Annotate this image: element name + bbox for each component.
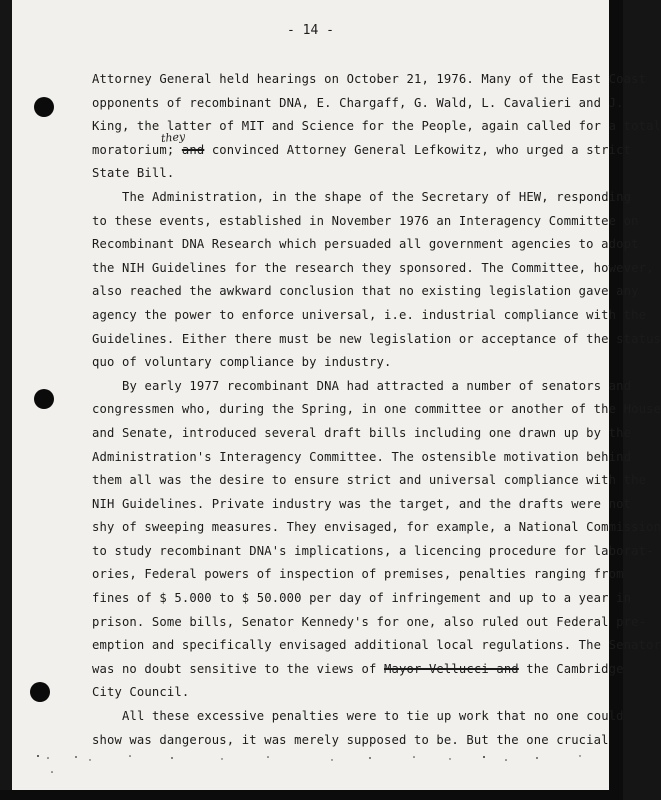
handwritten-insertion: they xyxy=(160,129,186,146)
text-line xyxy=(92,611,647,635)
text-line xyxy=(92,186,632,210)
text-span: also reached the awkward conclusion that no existing legislation gave any xyxy=(92,284,639,299)
text-line xyxy=(92,233,639,257)
text-span: the Cambridge xyxy=(518,661,624,676)
text-span: quo of voluntary compliance by industry. xyxy=(92,355,392,370)
text-line xyxy=(92,162,552,186)
text-span: to these events, established in November 1976 an Interagency Committee on xyxy=(92,213,639,228)
text-line xyxy=(92,540,654,564)
text-span: was no doubt sensitive to the views of xyxy=(92,661,385,676)
text-line xyxy=(92,469,647,493)
text-span: State Bill. xyxy=(92,166,175,181)
text-line xyxy=(92,658,624,682)
text-line xyxy=(92,139,632,163)
text-span: agency the power to enforce universal, i.e. industrial compliance with the xyxy=(92,307,647,322)
text-line xyxy=(92,68,647,92)
text-line xyxy=(92,705,624,729)
text-line xyxy=(92,304,647,328)
text-span: Attorney General held hearings on October 21, 1976. Many of the East Coast xyxy=(92,72,647,86)
text-line xyxy=(92,398,661,422)
text-span: The Administration, in the shape of the Secretary of HEW, responding xyxy=(122,189,632,204)
text-line xyxy=(92,634,661,658)
scan-border-bottom xyxy=(0,790,623,800)
text-span: Guidelines. Either there must be new legislation or acceptance of the status xyxy=(92,331,661,346)
text-line xyxy=(92,92,624,116)
text-span: moratorium; xyxy=(92,142,182,157)
punch-hole-bottom xyxy=(30,682,50,702)
text-line xyxy=(92,493,632,517)
text-span: prison. Some bills, Senator Kennedy's for one, also ruled out Federal pre- xyxy=(92,614,647,629)
text-span: NIH Guidelines. Private industry was the target, and the drafts were not xyxy=(92,496,632,511)
text-span: fines of $ 5.000 to $ 50.000 per day of infringement and up to a year in xyxy=(92,591,632,606)
text-span: City Council. xyxy=(92,685,190,700)
text-line xyxy=(92,351,552,375)
text-span: to study recombinant DNA's implications, a licencing procedure for laborat- xyxy=(92,543,654,558)
text-line xyxy=(92,257,654,281)
text-span: Recombinant DNA Research which persuaded all government agencies to adopt xyxy=(92,237,639,252)
text-span: them all was the desire to ensure strict and universal compliance with the xyxy=(92,473,647,488)
struck-out-text: and xyxy=(181,142,205,157)
text-line xyxy=(92,681,552,705)
text-span: and Senate, introduced several draft bills including one drawn up by the xyxy=(92,425,632,440)
punch-hole-middle xyxy=(34,389,54,409)
text-span: the NIH Guidelines for the research they sponsored. The Committee, however, xyxy=(92,260,654,275)
struck-out-text: Mayor Vellucci and xyxy=(384,661,519,676)
text-span: Administration's Interagency Committee. The ostensible motivation behind xyxy=(92,449,632,464)
text-span: shy of sweeping measures. They envisaged, for example, a National Commission xyxy=(92,520,661,535)
text-line xyxy=(92,563,624,587)
text-span: convinced Attorney General Lefkowitz, who urged a strict xyxy=(204,142,632,157)
text-line xyxy=(92,422,632,446)
text-line xyxy=(92,210,639,234)
text-span: ories, Federal powers of inspection of premises, penalties ranging from xyxy=(92,567,624,582)
text-span: show was dangerous, it was merely supposed to be. But the one crucial xyxy=(92,732,609,747)
text-span: By early 1977 recombinant DNA had attracted a number of senators and xyxy=(122,378,632,393)
text-line xyxy=(92,375,632,399)
text-line xyxy=(92,446,632,470)
text-line xyxy=(92,516,661,540)
text-span: emption and specifically envisaged additional local regulations. The Senator xyxy=(92,638,661,653)
scan-dust-specks xyxy=(32,748,592,778)
document-page xyxy=(12,0,661,790)
text-span: congressmen who, during the Spring, in one committee or another of the House xyxy=(92,402,661,417)
text-line xyxy=(92,328,661,352)
text-span: King, the latter of MIT and Science for the People, again called for a total xyxy=(92,119,661,134)
text-span: All these excessive penalties were to tie up work that no one could xyxy=(122,709,624,724)
body-text xyxy=(92,68,661,752)
page-number: - 14 - xyxy=(287,23,334,38)
text-line xyxy=(92,280,639,304)
punch-hole-top xyxy=(34,97,54,117)
text-line xyxy=(92,587,632,611)
text-line xyxy=(92,115,661,139)
text-span: opponents of recombinant DNA, E. Chargaff, G. Wald, L. Cavalieri and J. xyxy=(92,95,624,110)
